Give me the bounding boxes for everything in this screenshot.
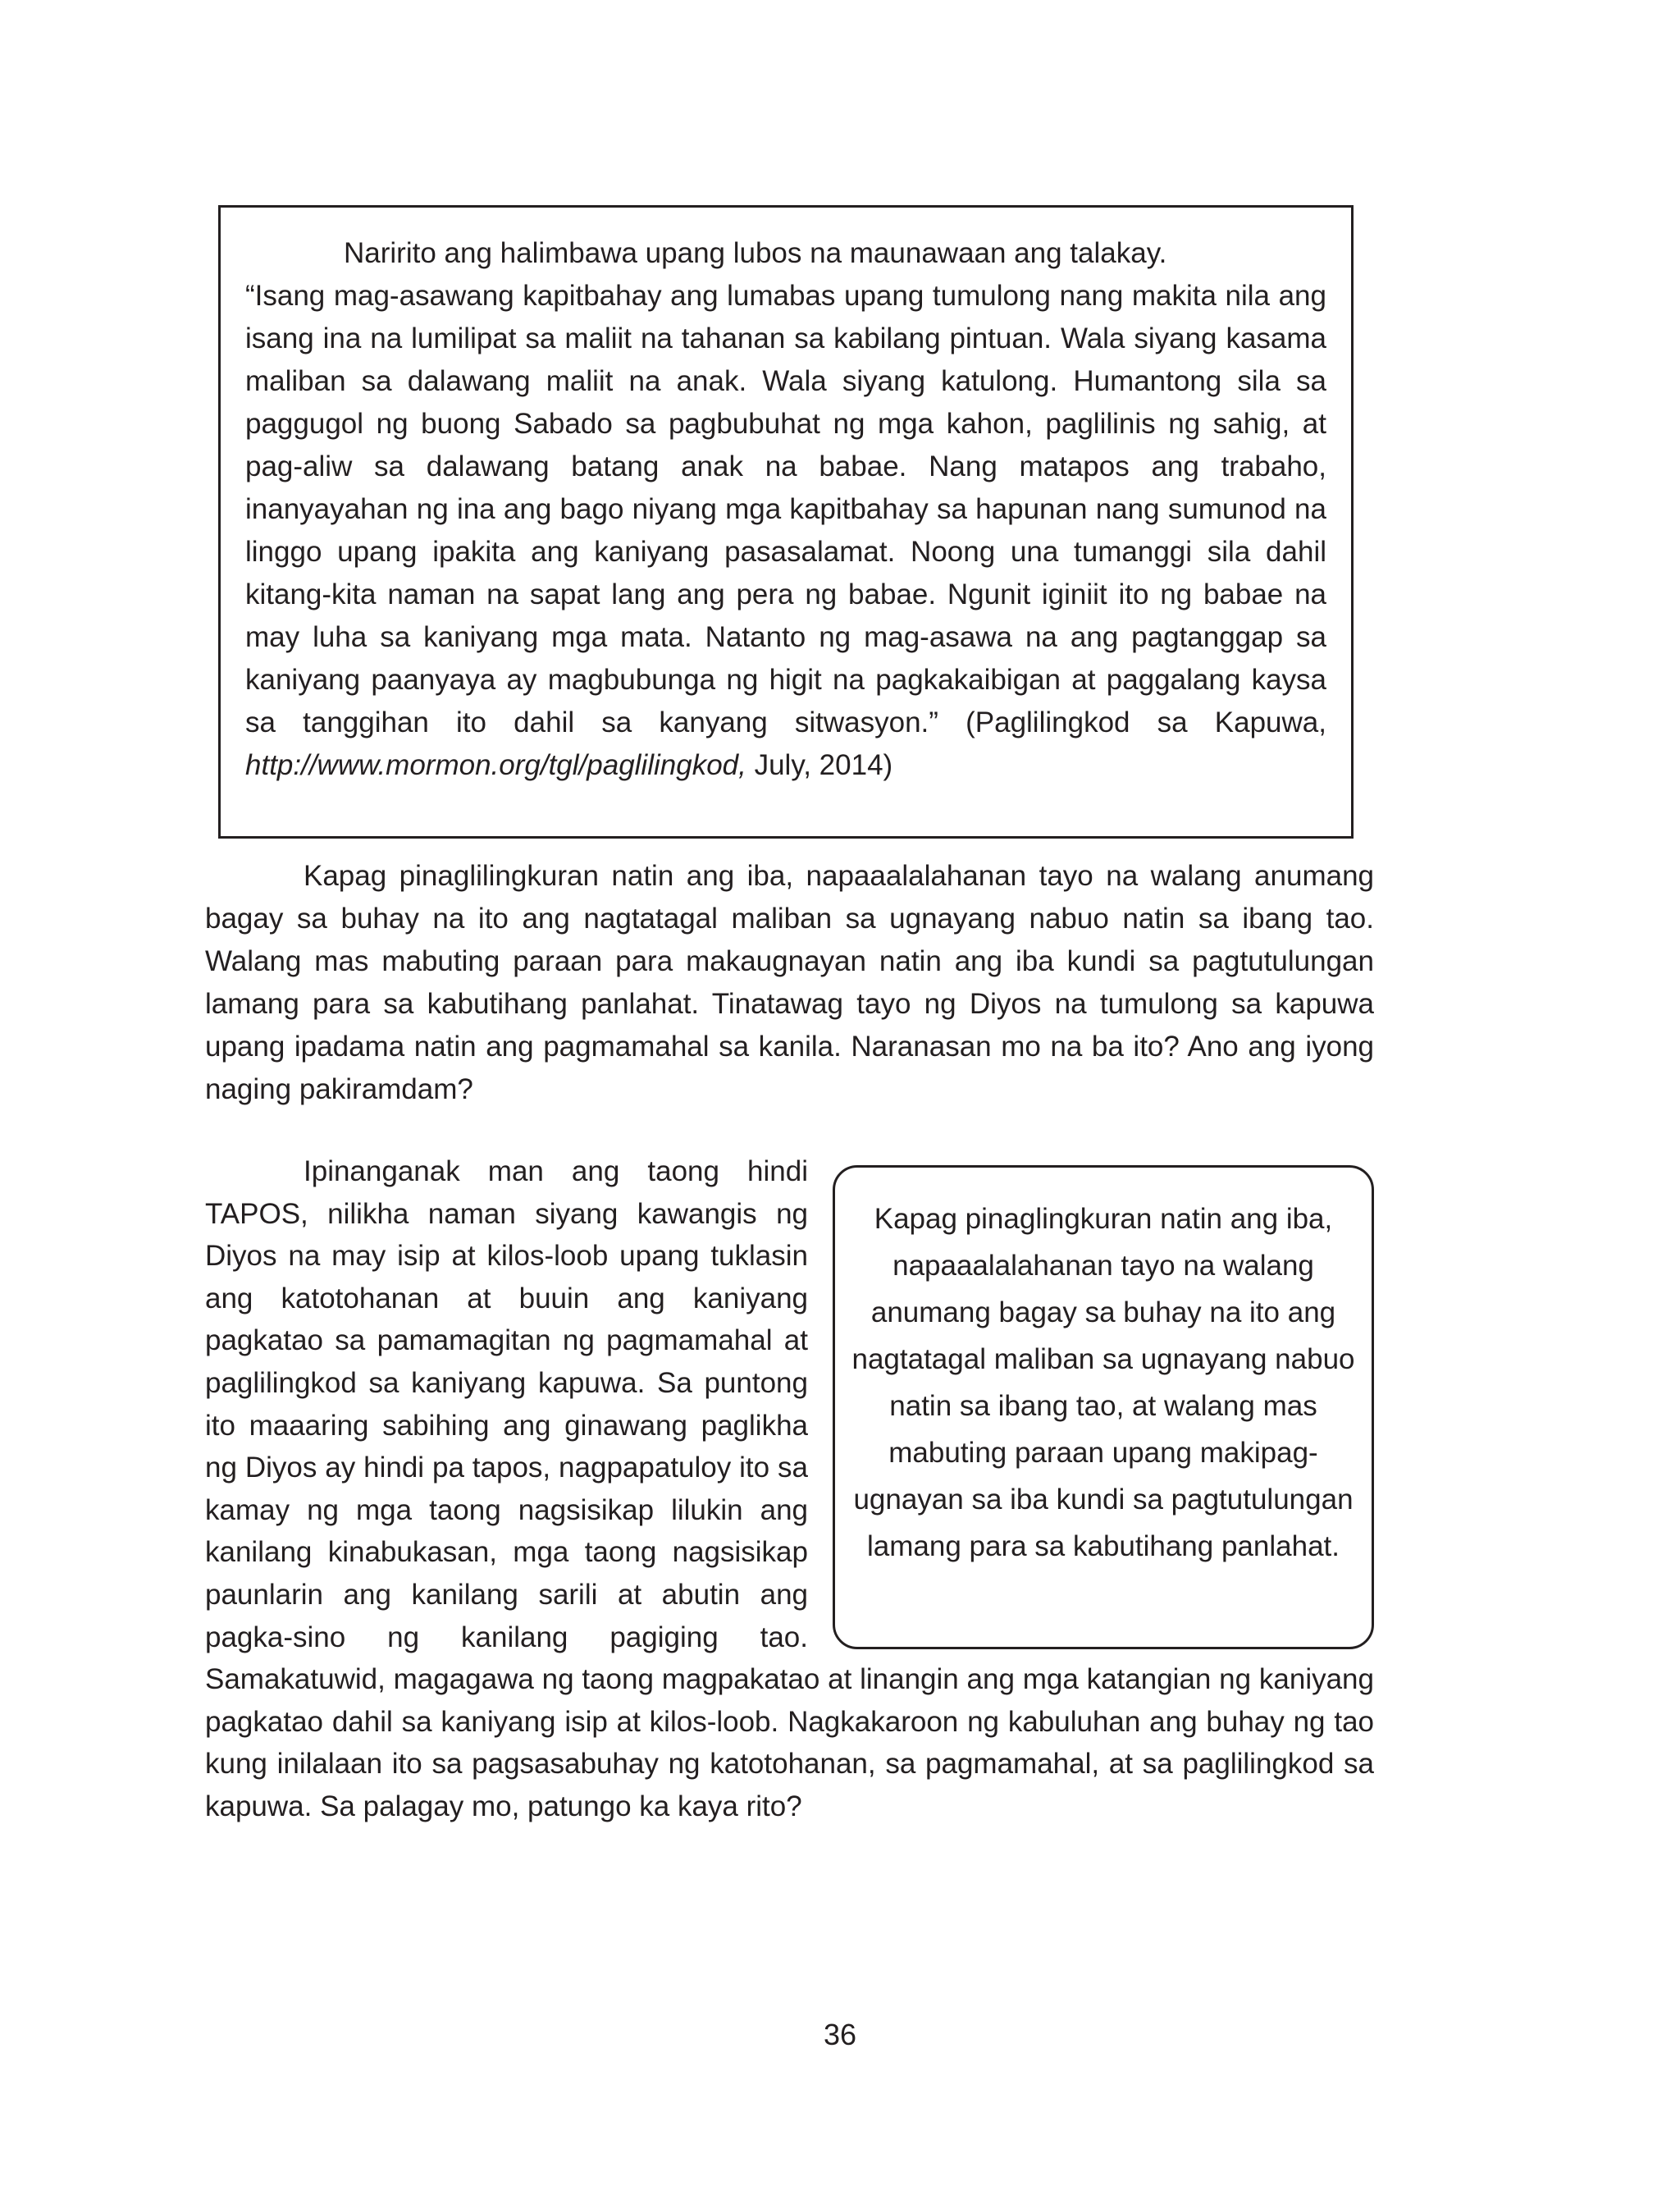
source-url: http://www.mormon.org/tgl/paglilingkod, [245,749,746,781]
paragraph-2: Ipinanganak man ang taong hindi TAPOS, nilikha naman siyang kawangis ng Diyos na may isip at kilos-loob upang tuklasin ang katotohanan at buuin ang kaniyang pagkatao sa pamamagitan ng pagmamahal at paglilingkod sa kaniyang kapuwa. Sa puntong ito maaaring sabihing ang ginawang paglikha ng Diyos ay hindi pa tapos, nagpapatuloy ito sa kamay ng mga taong nagsisikap lilukin ang kanilang kinabukasan, mga taong nagsisikap paunlarin ang kanilang sarili at abutin ang pagka-sino ng kanilang pagiging tao. Samakatuwid, magagawa ng taong magpakatao at linangin ang mga katangian ng kaniyang pagkatao dahil sa kaniyang isip at kilos-loob. Nagkakaroon ng kabuluhan ang buhay ng tao kung inilalaan ito sa pagsasabuhay ng katotohanan, sa pagmamahal, at sa paglilingkod sa kapuwa. Sa palagay mo, patungo ka kaya rito? [205,1155,1374,1822]
example-quote-text: “Isang mag-asawang kapitbahay ang lumabas upang tumulong nang makita nila ang isang ina na lumilipat sa maliit na tahanan sa kabilang pintuan. Wala siyang kasama maliban sa dalawang maliit na anak. Wala siyang katulong. Humantong sila sa paggugol ng buong Sabado sa pagbubuhat ng mga kahon, paglilinis ng sahig, at pag-aliw sa dalawang batang anak na babae. Nang matapos ang trabaho, inanyayahan ng ina ang bago niyang mga kapitbahay sa hapunan nang sumunod na linggo upang ipakita ang kaniyang pasasalamat. Noong una tumanggi sila dahil kitang-kita naman na sapat lang ang pera ng babae. Ngunit iginiit ito ng babae na may luha sa kaniyang mga mata. Natanto ng mag-asawa na ang pagtanggap sa kaniyang paanyaya ay magbubunga ng higit na pagkakaibigan at paggalang kaysa sa tanggihan ito dahil sa kanyang sitwasyon.” (Paglilingkod sa Kapuwa, [245,280,1326,738]
example-box [218,205,1354,839]
example-quote [245,275,1326,787]
example-intro: Naririto ang halimbawa upang lubos na maunawaan ang talakay. [344,237,1167,269]
paragraph-2-section [205,1150,1374,1828]
source-date: July, 2014) [754,749,893,781]
page-number: 36 [823,2018,857,2051]
pull-quote: Kapag pinaglingkuran natin ang iba, napaaalalahanan tayo na walang anumang bagay sa buhay na ito ang nagtatagal maliban sa ugnayang nabuo natin sa ibang tao, at walang mas mabuting paraan upang makipag-ugnayan sa iba kundi sa pagtutulungan lamang para sa kabutihang panlahat. [833,1165,1374,1649]
paragraph-1: Kapag pinaglilingkuran natin ang iba, napaaalalahanan tayo na walang anumang bagay sa buhay na ito ang nagtatagal maliban sa ugnayang nabuo natin sa ibang tao. Walang mas mabuting paraan para makaugnayan natin ang iba kundi sa pagtutulungan lamang para sa kabutihang panlahat. Tinatawag tayo ng Diyos na tumulong sa kapuwa upang ipadama natin ang pagmamahal sa kanila. Naranasan mo na ba ito? Ano ang iyong naging pakiramdam? [205,860,1374,1105]
